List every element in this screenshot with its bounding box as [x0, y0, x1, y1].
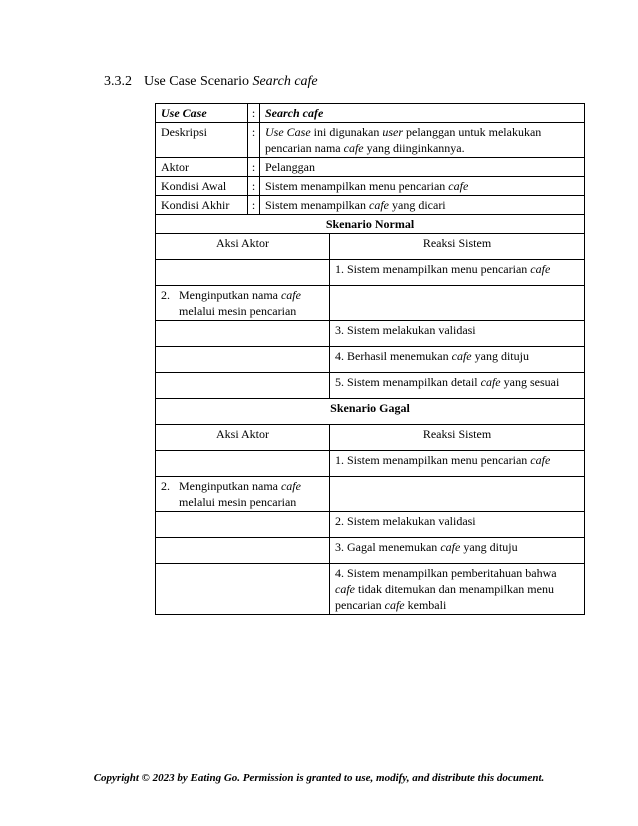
normal-system-cell — [330, 286, 585, 321]
normal-actor-cell — [156, 260, 330, 286]
section-title: Use Case Scenario — [144, 74, 253, 89]
fail-actor-step-2: 2. Menginputkan nama cafe melalui mesin pencarian — [156, 477, 330, 512]
fail-system-step-4: 4. Sistem menampilkan pemberitahuan bahwa cafe tidak ditemukan dan menampilkan menu pencarian cafe kembali — [330, 564, 585, 615]
description-row — [156, 123, 585, 158]
colon: : — [248, 196, 260, 215]
fail-system-step-3: 3. Gagal menemukan cafe yang dituju — [330, 538, 585, 564]
fail-actor-cell — [156, 451, 330, 477]
description-value: Use Case ini digunakan user pelanggan untuk melakukan pencarian nama cafe yang diinginkannya. — [260, 123, 585, 158]
normal-actor-cell — [156, 373, 330, 399]
actor-label: Aktor — [156, 158, 248, 177]
normal-system-step-4: 4. Berhasil menemukan cafe yang dituju — [330, 347, 585, 373]
normal-system-header: Reaksi Sistem — [330, 234, 585, 260]
fail-system-cell — [330, 477, 585, 512]
normal-actor-header: Aksi Aktor — [156, 234, 330, 260]
fail-system-step-2: 2. Sistem melakukan validasi — [330, 512, 585, 538]
colon: : — [248, 104, 260, 123]
actor-row — [156, 158, 585, 177]
postcondition-row — [156, 196, 585, 215]
fail-system-step-1: 1. Sistem menampilkan menu pencarian cafe — [330, 451, 585, 477]
normal-actor-step-2: 2. Menginputkan nama cafe melalui mesin pencarian — [156, 286, 330, 321]
fail-actor-header: Aksi Aktor — [156, 425, 330, 451]
precondition-value: Sistem menampilkan menu pencarian cafe — [260, 177, 585, 196]
section-number: 3.3.2 — [104, 74, 132, 89]
use-case-table — [155, 103, 585, 615]
colon: : — [248, 177, 260, 196]
usecase-value: Search cafe — [260, 104, 585, 123]
colon: : — [248, 123, 260, 158]
normal-system-step-1: 1. Sistem menampilkan menu pencarian cafe — [330, 260, 585, 286]
usecase-row — [156, 104, 585, 123]
fail-actor-cell — [156, 564, 330, 615]
fail-system-header: Reaksi Sistem — [330, 425, 585, 451]
section-heading — [104, 74, 318, 90]
postcondition-value: Sistem menampilkan cafe yang dicari — [260, 196, 585, 215]
normal-actor-cell — [156, 347, 330, 373]
normal-system-step-3: 3. Sistem melakukan validasi — [330, 321, 585, 347]
actor-value: Pelanggan — [260, 158, 585, 177]
postcondition-label: Kondisi Akhir — [156, 196, 248, 215]
fail-actor-cell — [156, 538, 330, 564]
normal-scenario-title: Skenario Normal — [156, 215, 585, 234]
normal-actor-cell — [156, 321, 330, 347]
fail-scenario-title: Skenario Gagal — [156, 399, 585, 425]
copyright-footer: Copyright © 2023 by Eating Go. Permission is granted to use, modify, and distribute this document. — [93, 772, 545, 784]
fail-actor-cell — [156, 512, 330, 538]
description-label: Deskripsi — [156, 123, 248, 158]
precondition-row — [156, 177, 585, 196]
colon: : — [248, 158, 260, 177]
section-title-italic: Search cafe — [252, 74, 318, 89]
normal-system-step-5: 5. Sistem menampilkan detail cafe yang sesuai — [330, 373, 585, 399]
usecase-label: Use Case — [156, 104, 248, 123]
precondition-label: Kondisi Awal — [156, 177, 248, 196]
